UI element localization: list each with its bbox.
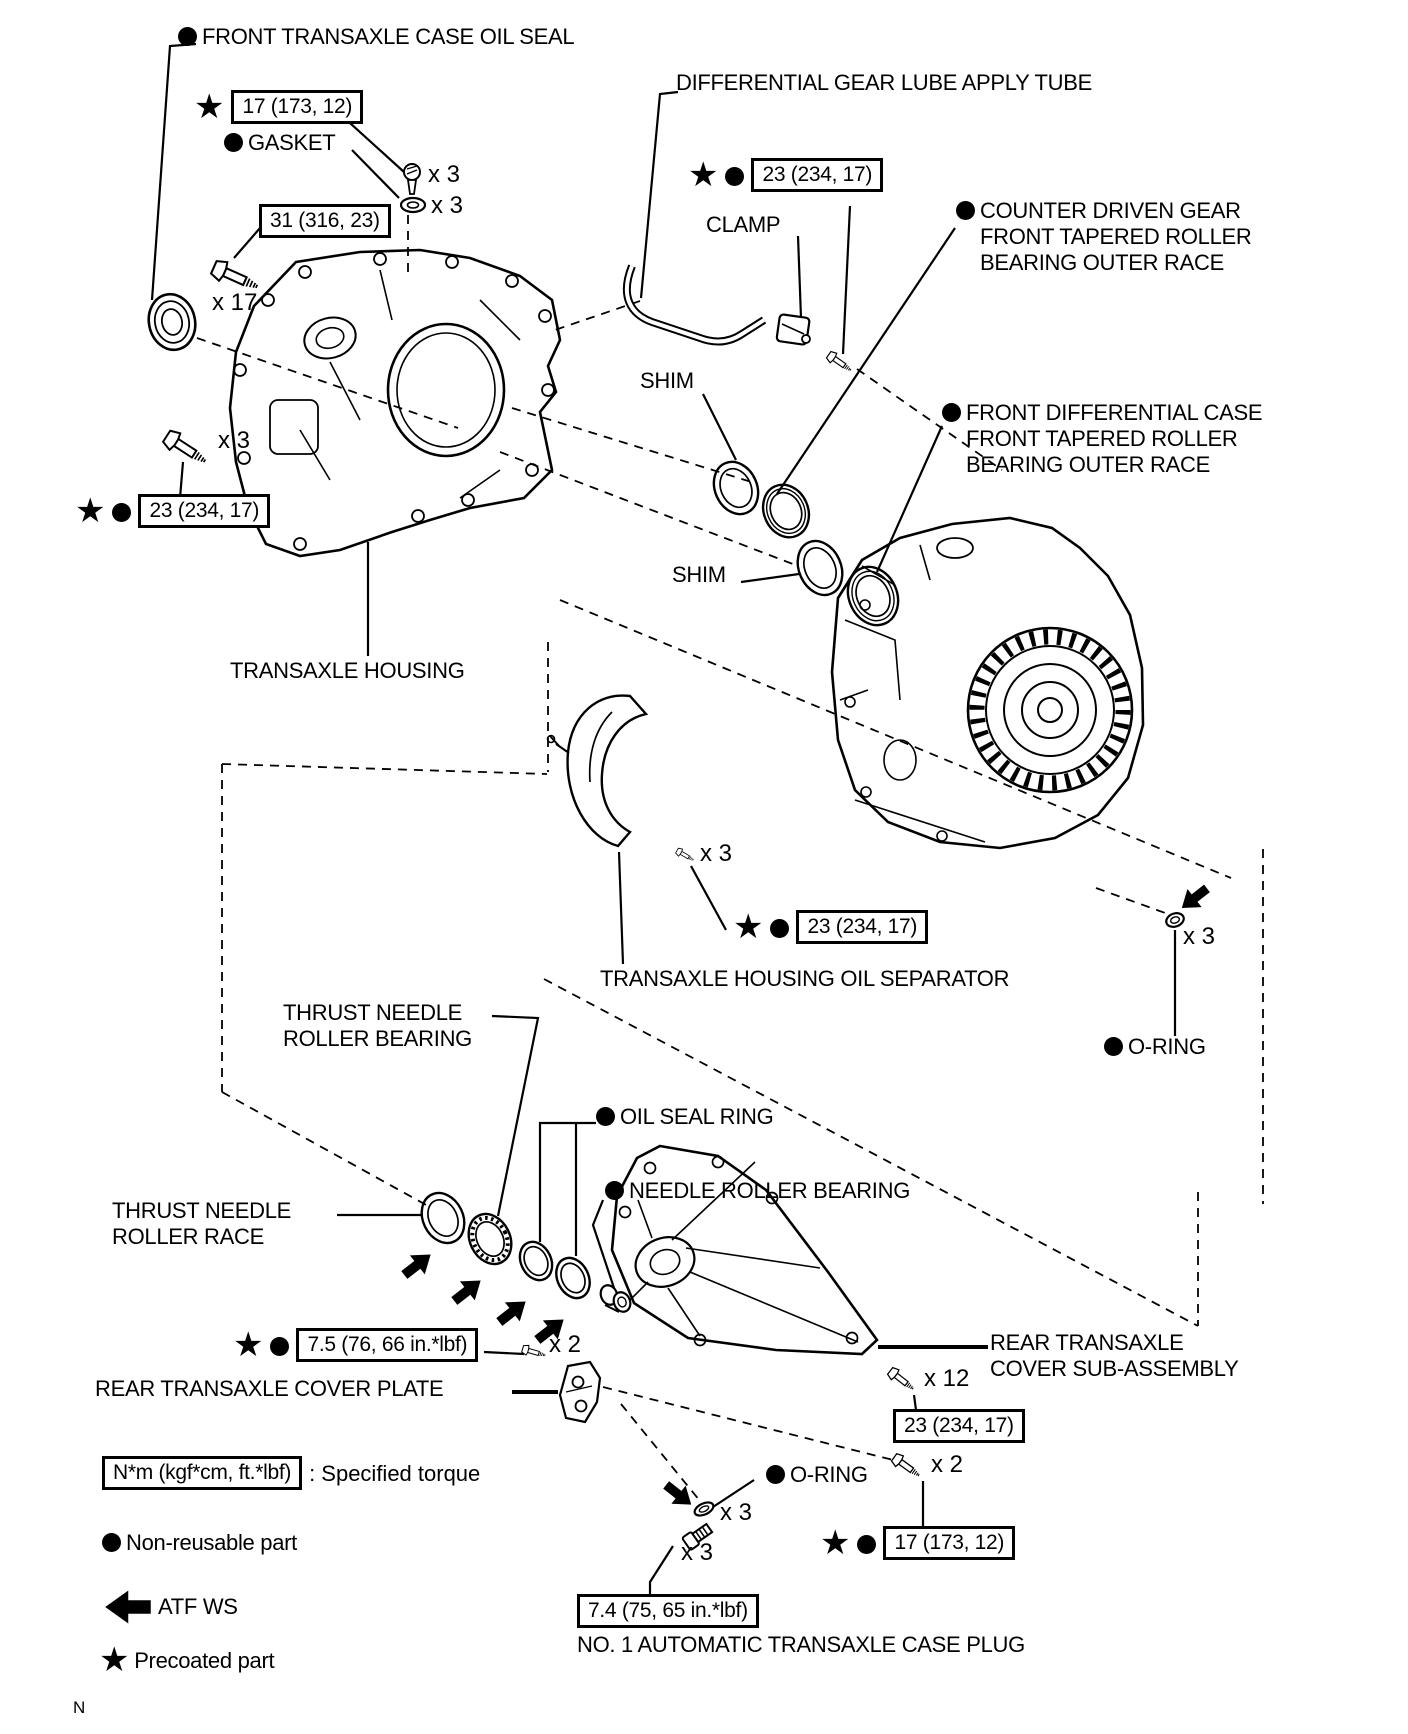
torque-75-cover-plate [233,1325,478,1364]
torque-box: 7.4 (75, 65 in.*lbf) [577,1594,759,1628]
label-no1-automatic-transaxle-case-plug: NO. 1 AUTOMATIC TRANSAXLE CASE PLUG [577,1632,1025,1657]
non-reusable-dot-icon [596,1107,615,1126]
non-reusable-dot-icon [102,1533,121,1552]
label-shim-lower: SHIM [672,562,726,587]
label-thrust-needle-roller-bearing: THRUST NEEDLE ROLLER BEARING [283,1000,472,1051]
count-orings-right: x 3 [1183,923,1216,950]
torque-box: 23 (234, 17) [796,910,928,944]
atf-arrow-icon [493,1293,532,1330]
torque-box: 7.5 (76, 66 in.*lbf) [296,1328,478,1362]
non-reusable-dot-icon [956,201,975,220]
non-reusable-dot-icon [725,167,744,186]
torque-31 [259,204,391,238]
torque-17-case [820,1523,1015,1562]
torque-23-housing [75,491,270,530]
bolt-x3-housing [161,428,210,469]
count-orings-bottom: x 3 [720,1499,753,1526]
bolt-x12-cover [886,1366,916,1393]
label-front-differential-case-race: FRONT DIFFERENTIAL CASE FRONT TAPERED ROLLER BEARING OUTER RACE [942,400,1262,478]
count-cover-plate-bolts: x 2 [549,1331,582,1358]
precoated-star-icon: ★ [820,1523,851,1562]
label-thrust-needle-roller-race: THRUST NEEDLE ROLLER RACE [112,1198,292,1249]
page-marker: N [73,1698,86,1717]
gasket-drawing [401,198,425,212]
torque-23-separator [733,907,928,946]
torque-23-apply-tube [688,155,883,194]
label-transaxle-housing-oil-separator: TRANSAXLE HOUSING OIL SEPARATOR [600,966,1010,991]
non-reusable-dot-icon [605,1181,624,1200]
count-housing-x3-bolts: x 3 [218,427,251,454]
transaxle-housing-drawing [230,250,560,556]
atf-legend-arrow-icon [107,1592,151,1622]
precoated-star-icon: ★ [194,87,225,126]
legend-non-reusable: Non-reusable part [102,1530,297,1556]
atf-arrow-icon [448,1272,487,1309]
atf-arrow-icon [660,1477,697,1512]
count-cover-bolts: x 12 [924,1365,970,1392]
oring-bottom-drawing [693,1500,716,1518]
torque-74-plug [577,1594,759,1628]
torque-17-top [194,87,363,126]
bolt-oil-separator [675,847,695,863]
label-clamp: CLAMP [706,212,781,237]
non-reusable-dot-icon [766,1465,785,1484]
count-separator-bolts: x 3 [700,840,733,867]
apply-tube-drawing [627,266,764,341]
thrust-rings-drawing [414,1186,597,1304]
non-reusable-dot-icon [942,403,961,422]
torque-box: 23 (234, 17) [138,494,270,528]
precoated-star-icon: ★ [233,1325,264,1364]
torque-box: 23 (234, 17) [893,1409,1025,1443]
oil-separator-drawing [548,696,647,846]
bolt-clamp [825,350,853,375]
precoated-star-icon: ★ [99,1641,130,1679]
label-rear-transaxle-cover-plate: REAR TRANSAXLE COVER PLATE [95,1376,444,1401]
bolt-x2-cover-plate [521,1344,546,1360]
torque-23-cover [893,1409,1025,1443]
atf-arrow-icon [398,1246,437,1283]
legend-specified-torque: N*m (kgf*cm, ft.*lbf) : Specified torque [102,1456,480,1490]
torque-box: 17 (173, 12) [883,1526,1015,1560]
non-reusable-dot-icon [770,919,789,938]
legend-atf-ws: ATF WS [158,1594,238,1619]
clamp-drawing [776,314,810,345]
count-case-plugs: x 3 [681,1539,714,1566]
precoated-star-icon: ★ [688,155,719,194]
cover-plate-drawing [560,1362,600,1422]
label-oring-bottom: O-RING [766,1462,868,1488]
torque-box: 23 (234, 17) [751,158,883,192]
precoated-star-icon: ★ [733,907,764,946]
torque-unit-box: N*m (kgf*cm, ft.*lbf) [102,1456,302,1490]
non-reusable-dot-icon [224,133,243,152]
label-needle-roller-bearing: NEEDLE ROLLER BEARING [605,1178,910,1204]
atf-arrow-icon [1176,880,1213,915]
torque-box: 17 (173, 12) [231,90,363,124]
label-gasket: GASKET [224,130,335,156]
label-transaxle-housing: TRANSAXLE HOUSING [230,658,465,683]
count-apply-tube-screws: x 3 [428,161,461,188]
non-reusable-dot-icon [857,1535,876,1554]
label-differential-gear-lube-apply-tube: DIFFERENTIAL GEAR LUBE APPLY TUBE [676,70,1092,95]
non-reusable-dot-icon [178,27,197,46]
label-oil-seal-ring: OIL SEAL RING [596,1104,773,1130]
legend-precoated: ★ Precoated part [99,1641,275,1679]
label-counter-driven-gear-race: COUNTER DRIVEN GEAR FRONT TAPERED ROLLER BEARING OUTER RACE [956,198,1252,276]
label-front-transaxle-case-oil-seal: FRONT TRANSAXLE CASE OIL SEAL [178,24,574,50]
count-housing-bolts: x 17 [212,289,258,316]
non-reusable-dot-icon [112,503,131,522]
count-case-bolts: x 2 [931,1451,964,1478]
bolt-x2-case [890,1452,922,1480]
shim-and-race-rings [706,455,907,633]
apply-tube-screw-drawing [404,164,420,194]
label-rear-transaxle-cover-sub-assembly: REAR TRANSAXLE COVER SUB-ASSEMBLY [990,1330,1239,1381]
label-oring-right: O-RING [1104,1034,1206,1060]
non-reusable-dot-icon [1104,1037,1123,1056]
torque-box: 31 (316, 23) [259,204,391,238]
non-reusable-dot-icon [270,1337,289,1356]
label-shim-upper: SHIM [640,368,694,393]
count-gaskets: x 3 [431,192,464,219]
precoated-star-icon: ★ [75,491,106,530]
